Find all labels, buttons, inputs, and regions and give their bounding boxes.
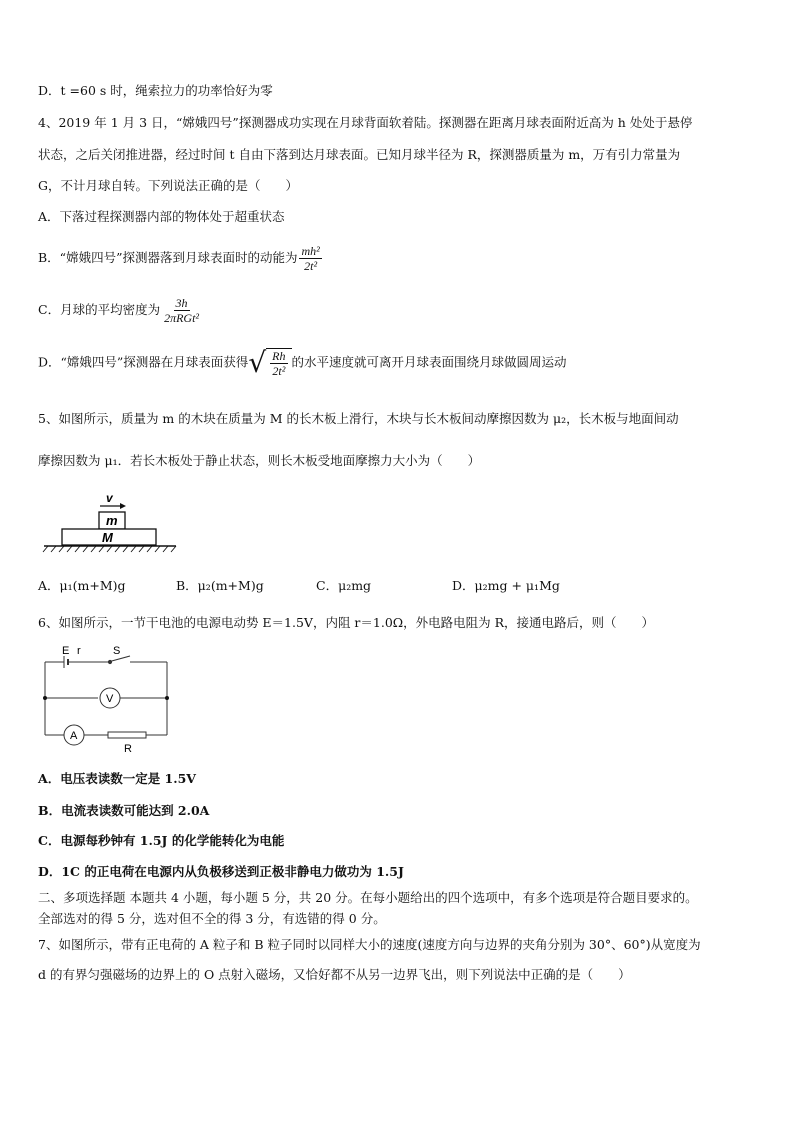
- q4-option-d-text-end: 的水平速度就可离开月球表面围绕月球做圆周运动: [291, 354, 567, 370]
- q7-stem-line2: d 的有界匀强磁场的边界上的 O 点射入磁场，又恰好都不从另一边界飞出，则下列说法中正确的是（ ）: [38, 967, 631, 982]
- q6-circuit-diagram: [36, 644, 186, 756]
- fraction-denominator: 2t²: [304, 259, 318, 273]
- q5-figure-block-on-board: [40, 488, 180, 554]
- q4-option-d-fraction: [270, 349, 287, 378]
- q4-option-b-text: B．“嫦娥四号”探测器落到月球表面时的动能为: [38, 250, 298, 265]
- q5-option-c: C．μ₂mg: [316, 578, 372, 593]
- q4-option-d-text: D．“嫦娥四号”探测器在月球表面获得: [38, 354, 249, 370]
- q6-option-b: B．电流表读数可能达到 2.0A: [38, 803, 210, 818]
- internal-resistance-label: r: [77, 645, 81, 657]
- q5-option-a: A．μ₁(m+M)g: [38, 578, 126, 593]
- fraction-numerator: 3h: [175, 296, 188, 310]
- section2-instructions-line2: 全部选对的得 5 分，选对但不全的得 3 分，有选错的得 0 分。: [38, 911, 386, 926]
- q4-stem-line2: 状态，之后关闭推进器，经过时间 t 自由下落到达月球表面。已知月球半径为 R，探测器质量为 m，万有引力常量为: [38, 147, 681, 162]
- small-block-label: m: [106, 513, 118, 528]
- q4-option-c: [38, 296, 764, 325]
- switch-label: S: [113, 645, 121, 657]
- q5-option-b: B．μ₂(m+M)g: [176, 578, 264, 593]
- q4-option-d: [38, 348, 764, 378]
- voltmeter-label: V: [106, 693, 114, 705]
- q4-option-a: A．下落过程探测器内部的物体处于超重状态: [38, 209, 285, 224]
- q5-stem-line2: 摩擦因数为 μ₁．若长木板处于静止状态，则长木板受地面摩擦力大小为（ ）: [38, 453, 481, 468]
- q6-option-d: D．1C 的正电荷在电源内从负极移送到正极非静电力做功为 1.5J: [38, 864, 404, 879]
- q3-option-d: D．t =60 s 时，绳索拉力的功率恰好为零: [38, 83, 273, 98]
- resistor-symbol: [108, 732, 146, 738]
- q4-option-b: [38, 244, 764, 273]
- ammeter-label: A: [70, 730, 78, 742]
- q4-option-c-fraction: [162, 296, 201, 325]
- q6-option-a: A．电压表读数一定是 1.5V: [38, 771, 196, 786]
- long-board-label: M: [102, 530, 113, 545]
- q4-option-d-sqrt: [248, 348, 291, 378]
- q5-option-d: D．μ₂mg + μ₁Mg: [452, 578, 560, 593]
- q5-stem-line1: 5、如图所示，质量为 m 的木块在质量为 M 的长木板上滑行，木块与长木板间动摩擦因数为 μ₂，长木板与地面间动: [38, 411, 679, 426]
- section2-instructions-line1: 二、多项选择题 本题共 4 小题，每小题 5 分，共 20 分。在每小题给出的四个选项中，有多个选项是符合题目要求的。: [38, 890, 698, 905]
- fraction-numerator: mh²: [301, 244, 320, 258]
- radical-sign: √: [248, 346, 267, 379]
- q4-stem-line3: G，不计月球自转。下列说法正确的是（ ）: [38, 178, 298, 193]
- fraction-denominator: 2πRGt²: [164, 311, 200, 325]
- q4-stem-line1: 4、2019 年 1 月 3 日，“嫦娥四号”探测器成功实现在月球背面软着陆。探测器在距离月球表面附近高为 h 处处于悬停: [38, 115, 693, 130]
- q4-option-c-text: C．月球的平均密度为: [38, 302, 161, 317]
- fraction-numerator: Rh: [272, 349, 286, 363]
- fraction-denominator: 2t²: [272, 364, 286, 378]
- q4-option-b-fraction: [299, 244, 321, 273]
- q6-option-c: C．电源每秒钟有 1.5J 的化学能转化为电能: [38, 833, 285, 848]
- q7-stem-line1: 7、如图所示，带有正电荷的 A 粒子和 B 粒子同时以同样大小的速度(速度方向与边界的夹角分别为 30°、60°)从宽度为: [38, 937, 701, 952]
- battery-emf-label: E: [62, 645, 70, 657]
- velocity-label: v: [106, 491, 113, 505]
- q6-stem: 6、如图所示，一节干电池的电源电动势 E＝1.5V，内阻 r＝1.0Ω，外电路电阻为 R，接通电路后，则（ ）: [38, 615, 655, 630]
- resistor-label: R: [124, 743, 132, 755]
